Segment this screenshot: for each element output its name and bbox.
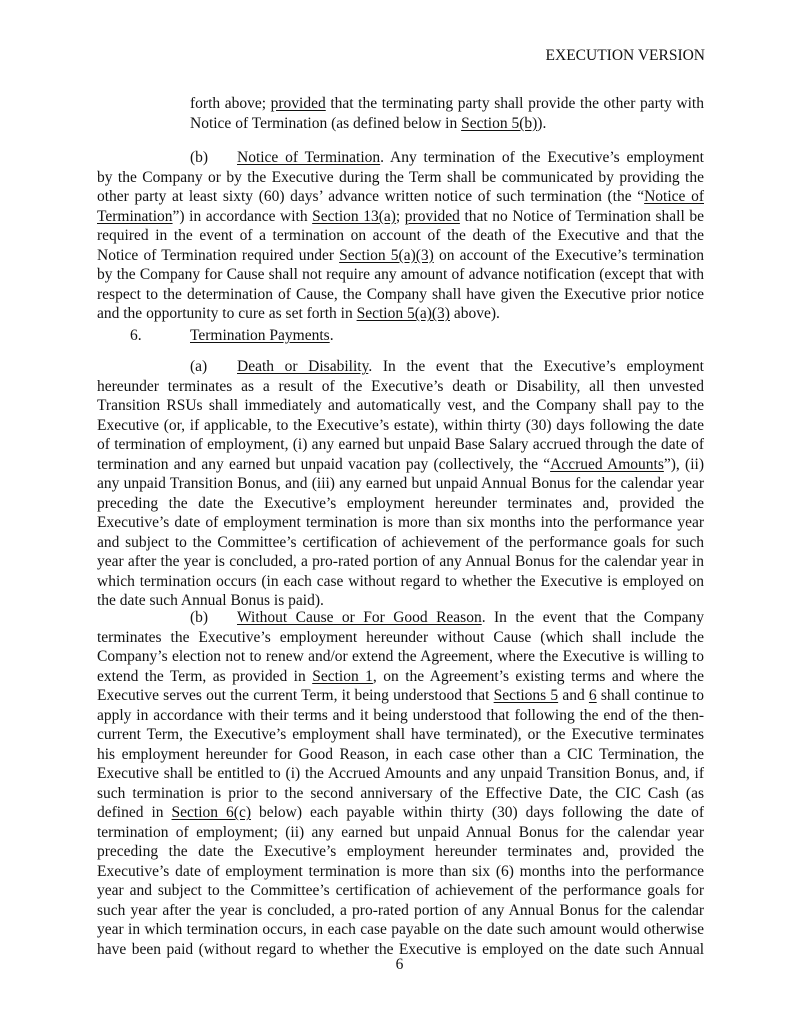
text-line: Executive shall be entitled to (i) the Accrued Amounts and any unpaid Transition Bonus, and, if (97, 765, 704, 782)
defined-term-reference: Section 5(a)(3) (339, 246, 434, 264)
text-line: other party at least sixty (60) days’ advance written notice of such termination (the “Notice of (97, 188, 704, 205)
section-number: 6. (130, 327, 142, 344)
defined-term-reference: Section 13(a) (312, 207, 396, 225)
text-line: respect to the determination of Cause, the Company shall have given the Executive prior notice (97, 285, 704, 303)
paragraph-label: (b) (190, 149, 209, 166)
paragraph-label: (a) (190, 358, 208, 375)
defined-term-reference: Sections 5 (493, 687, 559, 704)
text-line: forth above; provided that the terminating party shall provide the other party with (190, 95, 704, 112)
text-line: terminates the Executive’s employment hereunder without Cause (which shall include the (97, 628, 704, 646)
text-line: any unpaid Transition Bonus, and (iii) any earned but unpaid Annual Bonus for the calendar year (97, 475, 704, 492)
defined-term-reference: Section 6(c) (171, 804, 251, 821)
section-title: Termination Payments (190, 327, 330, 344)
defined-term-reference: Without Cause or For Good Reason (237, 609, 482, 626)
text-line: have been paid (without regard to whether the Executive is employed on the date such Annual (97, 940, 704, 958)
document-header: EXECUTION VERSION (545, 47, 705, 64)
text-line: Executive (or, if applicable, to the Executive’s estate), within thirty (30) days following the date (97, 416, 704, 434)
text-line: Transition RSUs shall immediately and automatically vest, and the Company shall pay to the (97, 397, 704, 414)
page-number: 6 (395, 956, 404, 973)
text-line: such year after the year is concluded, a pro-rated portion of any Annual Bonus for the calendar (97, 901, 704, 919)
text-line: year and subject to the Committee’s certification of achievement of the performance goals for (97, 882, 704, 899)
text-line: Notice of Termination (as defined below in Section 5(b)). (190, 114, 547, 132)
text-line: Termination”) in accordance with Section 13(a); provided that no Notice of Termination shall be (97, 207, 704, 225)
paragraph-6b-without-cause (97, 608, 704, 959)
text-line: apply in accordance with their terms and it being understood that following the end of the then- (97, 706, 704, 724)
defined-term-reference: Section 1 (312, 667, 373, 685)
text-line: required in the event of a termination on account of the death of the Executive and that the (97, 227, 704, 244)
section-heading: 6. Termination Payments. (130, 327, 334, 344)
text-line: Executive serves out the current Term, it being understood that Sections 5 and 6 shall continue to (97, 687, 704, 704)
defined-term-reference: Notice of Termination (237, 149, 381, 166)
text-line: year after the year is concluded, a pro-rated portion of any Annual Bonus for the calendar year in (97, 553, 704, 570)
text-line: (a) Death or Disability. In the event that the Executive’s employment (190, 358, 704, 375)
defined-term-reference: Death or Disability (237, 358, 369, 375)
defined-term-reference: provided (404, 207, 460, 225)
text-line: by the Company or by the Executive during the Term shall be communicated by providing the (97, 168, 704, 186)
text-line: his employment hereunder for Good Reason, in each case other than a CIC Termination, the (97, 745, 704, 763)
text-line: the date such Annual Bonus is paid). (97, 592, 324, 609)
text-line: of termination of employment, (i) any earned but unpaid Base Salary accrued through the date of (97, 436, 704, 453)
text-line: year in which termination occurs, in each case payable on the date such amount would otherwise (97, 921, 704, 938)
text-line: Notice of Termination required under Section 5(a)(3) on account of the Executive’s termination (97, 246, 704, 264)
defined-term-reference: Notice of (644, 188, 704, 205)
text-line: defined in Section 6(c) below) each payable within thirty (30) days following the date of (97, 804, 704, 821)
paragraph-5b-notice-of-termination (97, 148, 704, 324)
defined-term-reference: Accrued Amounts (550, 455, 664, 473)
paragraph-continuation (97, 94, 704, 133)
text-line: (b) Notice of Termination. Any termination of the Executive’s employment (190, 149, 704, 166)
text-line: termination and any earned but unpaid vacation pay (collectively, the “Accrued Amounts”), (ii) (97, 455, 704, 473)
defined-term-reference: Section 5(a)(3) (356, 305, 450, 322)
text-line: (b) Without Cause or For Good Reason. In the event that the Company (190, 609, 704, 626)
text-line: extend the Term, as provided in Section 1, on the Agreement’s existing terms and where the (97, 667, 704, 685)
text-line: such termination is prior to the second anniversary of the Effective Date, the CIC Cash (as (97, 784, 704, 802)
paragraph-6a-death-or-disability (97, 357, 704, 611)
text-line: hereunder terminates as a result of the Executive’s death or Disability, all then unvested (97, 377, 704, 395)
text-line: preceding the date the Executive’s employment hereunder terminates and, provided the (97, 843, 704, 860)
paragraph-label: (b) (190, 609, 209, 626)
defined-term-reference: Section 5(b) (461, 114, 538, 132)
text-line: by the Company for Cause shall not require any amount of advance notification (except that with (97, 266, 704, 283)
text-line: Executive’s date of employment termination is more than six months into the performance year (97, 514, 704, 531)
defined-term-reference: 6 (588, 687, 597, 704)
defined-term-reference: provided (270, 95, 326, 112)
defined-term-reference: Termination (97, 207, 173, 225)
text-line: Company’s election not to renew and/or extend the Agreement, where the Executive is willing to (97, 648, 704, 665)
text-line: Executive’s date of employment termination is more than six (6) months into the performance (97, 862, 704, 880)
text-line: which termination occurs (in each case without regard to whether the Executive is employed on (97, 572, 704, 590)
text-line: and the opportunity to cure as set forth in Section 5(a)(3) above). (97, 305, 500, 322)
text-line: preceding the date the Executive’s employment hereunder terminates and, provided the (97, 494, 704, 512)
text-line: termination of employment; (ii) any earned but unpaid Annual Bonus for the calendar year (97, 823, 704, 841)
text-line: and subject to the Committee’s certification of achievement of the performance goals for such (97, 533, 704, 551)
text-line: current Term, the Executive’s employment shall have terminated), or the Executive terminates (97, 726, 704, 743)
